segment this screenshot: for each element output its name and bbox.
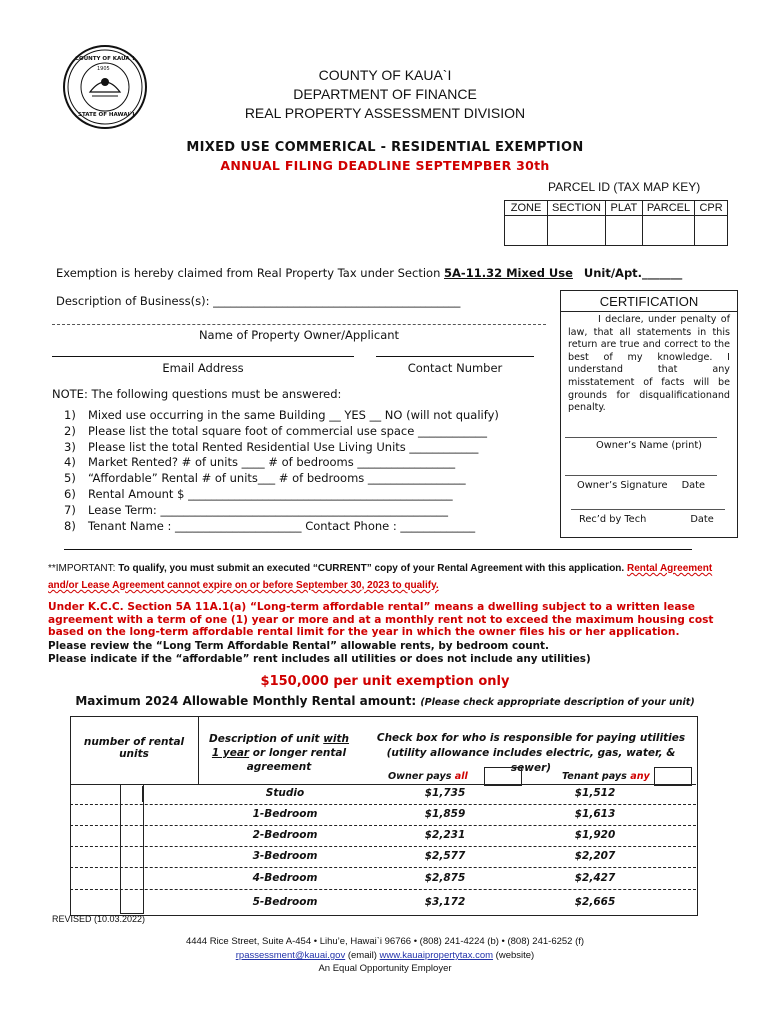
desc-year: 1 year xyxy=(211,747,250,759)
website-suffix: (website) xyxy=(493,950,535,961)
rental-row-4br[interactable] xyxy=(70,868,696,890)
divider xyxy=(64,549,692,550)
question-7[interactable] xyxy=(64,503,554,519)
tech-date-label: Date xyxy=(690,513,714,525)
header-division: REAL PROPERTY ASSESSMENT DIVISION xyxy=(244,105,526,121)
tech-row xyxy=(561,514,737,525)
unit-type: 5-Bedroom xyxy=(252,896,318,908)
tenant-pays-label xyxy=(562,771,650,782)
rental-row-2br[interactable] xyxy=(70,826,696,847)
parcel-col-section: SECTION xyxy=(548,201,606,216)
unit-type: Studio xyxy=(265,787,305,799)
questions-list xyxy=(64,408,554,534)
question-text: Mixed use occurring in the same Building __ YES __ NO (will not qualify) xyxy=(88,408,499,422)
rental-rows xyxy=(70,784,696,914)
tenant-rent: $2,207 xyxy=(574,850,616,862)
max-rent-note: (Please check appropriate description of your unit) xyxy=(420,697,695,708)
col-divider xyxy=(198,716,199,784)
exemption-claim xyxy=(56,266,756,282)
unit-type: 4-Bedroom xyxy=(252,872,318,884)
signature-row xyxy=(561,480,737,491)
owner-rent: $2,577 xyxy=(424,850,466,862)
parcel-col-plat: PLAT xyxy=(605,201,642,216)
col-units-header: number of rental units xyxy=(83,736,185,760)
owner-pays-label xyxy=(388,771,468,782)
question-text: “Affordable” Rental # of units___ # of bedrooms _________________ xyxy=(88,471,466,486)
owner-pays-text: Owner pays xyxy=(388,771,455,782)
kcc-definition: Under K.C.C. Section 5A 11A.1(a) “Long-term affordable rental” means a dwelling subject to a written lease agreement with a term of one (1) year or more and at a monthly rent not to exceed the maximum housing cost based on the long-term affordable rental limit for the year in which the owner files his or her application. xyxy=(48,601,714,639)
desc-part-b: or longer rental agreement xyxy=(246,747,347,773)
zone-input[interactable] xyxy=(505,216,548,246)
col-utilities-header: Check box for who is responsible for paying utilities (utility allowance includes electric, gas, water, & sewer) xyxy=(376,732,686,774)
question-4[interactable] xyxy=(64,455,554,471)
units-input[interactable] xyxy=(120,786,143,802)
question-number: 1) xyxy=(64,408,76,422)
tenant-rent: $2,427 xyxy=(574,872,616,884)
signature-date-label: Date xyxy=(681,479,706,491)
question-2[interactable] xyxy=(64,424,554,440)
question-5[interactable] xyxy=(64,471,554,487)
note: NOTE: The following questions must be answered: xyxy=(52,387,342,401)
parcel-id-table xyxy=(504,200,728,246)
email-suffix: (email) xyxy=(345,950,380,961)
parcel-col-parcel: PARCEL xyxy=(642,201,694,216)
question-number: 2) xyxy=(64,423,76,438)
owner-all-text: all xyxy=(454,771,468,782)
owner-line[interactable] xyxy=(52,324,546,325)
unit-type: 2-Bedroom xyxy=(252,829,318,841)
question-number: 6) xyxy=(64,486,76,501)
owner-signature-line[interactable] xyxy=(565,475,717,476)
header-county: COUNTY OF KAUA`I xyxy=(318,67,452,83)
owner-name-line[interactable] xyxy=(565,437,717,438)
parcel-col-cpr: CPR xyxy=(695,201,728,216)
owner-signature-label: Owner’s Signature xyxy=(577,479,668,491)
unit-apt-field[interactable]: Unit/Apt._______ xyxy=(583,266,683,280)
tenant-pays-text: Tenant pays xyxy=(562,771,631,782)
plat-input[interactable] xyxy=(605,216,642,246)
max-rent-heading xyxy=(0,690,770,709)
certification-title: CERTIFICATION xyxy=(599,294,699,309)
header-department: DEPARTMENT OF FINANCE xyxy=(293,86,477,102)
question-1[interactable] xyxy=(64,408,554,424)
question-number: 3) xyxy=(64,439,76,454)
parcel-id-label: PARCEL ID (TAX MAP KEY) xyxy=(548,180,701,194)
question-text: Tenant Name : ______________________ Contact Phone : _____________ xyxy=(88,518,476,533)
email-line[interactable] xyxy=(52,356,354,357)
question-6[interactable] xyxy=(64,487,554,503)
question-number: 4) xyxy=(64,455,76,470)
kcc-utilities: Please indicate if the “affordable” rent includes all utilities or does not include any utilities) xyxy=(48,653,591,665)
owner-name-print-label: Owner’s Name (print) xyxy=(595,439,702,451)
desc-with: with xyxy=(323,733,350,745)
footer-address: 4444 Rice Street, Suite A-454 • Lihu’e, Hawai`i 96766 • (808) 241-4224 (b) • (808) 241-6252 (f) xyxy=(185,936,585,947)
question-number: 7) xyxy=(64,502,76,517)
owner-rent: $1,859 xyxy=(424,808,466,820)
question-8[interactable] xyxy=(64,519,554,535)
contact-label: Contact Number xyxy=(407,361,503,375)
revised-date: REVISED (10.03.2022) xyxy=(52,914,146,924)
unit-type: 3-Bedroom xyxy=(252,850,318,862)
seal-year: 1905 xyxy=(97,66,110,72)
question-text: Please list the total square foot of commercial use space ____________ xyxy=(88,423,487,438)
claim-prefix: Exemption is hereby claimed from Real Property Tax under Section xyxy=(56,266,445,280)
recd-by-tech-label: Rec’d by Tech xyxy=(579,513,647,525)
question-number: 8) xyxy=(64,518,76,533)
col-description-header xyxy=(204,732,354,774)
footer-contact xyxy=(0,949,770,962)
question-3[interactable] xyxy=(64,440,554,456)
owner-rent: $2,875 xyxy=(424,872,466,884)
rental-row-studio[interactable] xyxy=(70,784,696,805)
tenant-rent: $1,920 xyxy=(574,829,616,841)
email-link[interactable]: rpassessment@kauai.gov xyxy=(235,950,346,961)
rental-row-5br[interactable] xyxy=(70,890,696,914)
website-link[interactable]: www.kauaipropertytax.com xyxy=(379,950,494,961)
question-number: 5) xyxy=(64,471,76,486)
tenant-rent: $2,665 xyxy=(574,896,616,908)
claim-section: 5A-11.32 Mixed Use xyxy=(444,266,573,280)
cpr-input[interactable] xyxy=(695,216,728,246)
rental-row-1br[interactable] xyxy=(70,805,696,826)
form-title: MIXED USE COMMERICAL - RESIDENTIAL EXEMPTION xyxy=(186,140,584,155)
kcc-review: Please review the “Long Term Affordable Rental” allowable rents, by bedroom count. xyxy=(48,640,549,652)
important-lead: **IMPORTANT: xyxy=(48,563,119,574)
important-notice xyxy=(48,560,738,594)
contact-line[interactable] xyxy=(376,356,534,357)
seal-text-top: COUNTY OF KAUA`I xyxy=(75,56,135,62)
certification-text: I declare, under penalty of law, that all statements in this return are true and correct to the best of my knowledge. I understand that any misstatement of facts will be grounds for disqualificationand penalty. xyxy=(568,314,730,414)
parcel-input[interactable] xyxy=(642,216,694,246)
tech-line[interactable] xyxy=(571,509,725,510)
tenant-rent: $1,512 xyxy=(574,787,616,799)
owner-rent: $2,231 xyxy=(424,829,466,841)
question-text: Rental Amount $ ______________________________________________ xyxy=(88,486,453,501)
tenant-any-text: any xyxy=(630,771,650,782)
question-text: Market Rented? # of units ____ # of bedrooms _________________ xyxy=(88,455,456,470)
certification-box xyxy=(560,290,738,538)
tenant-rent: $1,613 xyxy=(574,808,616,820)
desc-part-a: Description of unit xyxy=(208,733,324,745)
max-rent-label: Maximum 2024 Allowable Monthly Rental amount: xyxy=(75,694,421,708)
footer-eoe: An Equal Opportunity Employer xyxy=(318,963,452,974)
filing-deadline: ANNUAL FILING DEADLINE SEPTEMPBER 30th xyxy=(220,158,550,173)
unit-type: 1-Bedroom xyxy=(252,808,318,820)
business-description-field[interactable]: Description of Business(s): ___________________________________________ xyxy=(56,294,461,308)
unit-exemption: $150,000 per unit exemption only xyxy=(260,674,510,689)
question-text: Lease Term: __________________________________________________ xyxy=(88,502,448,517)
rental-row-3br[interactable] xyxy=(70,847,696,868)
question-text: Please list the total Rented Residential Use Living Units ____________ xyxy=(88,439,479,454)
section-input[interactable] xyxy=(548,216,606,246)
important-expiry: Rental Agreement and/or Lease Agreement cannot expire on or before September 30, 2023 to qualify. xyxy=(48,563,713,591)
owner-rent: $1,735 xyxy=(424,787,466,799)
seal-text-bottom: STATE OF HAWAI`I xyxy=(78,112,135,118)
owner-name-label: Name of Property Owner/Applicant xyxy=(198,328,400,342)
important-text: To qualify, you must submit an executed “CURRENT” copy of your Rental Agreement with this application. xyxy=(118,563,627,574)
parcel-col-zone: ZONE xyxy=(505,201,548,216)
owner-rent: $3,172 xyxy=(424,896,466,908)
email-label: Email Address xyxy=(162,361,244,375)
